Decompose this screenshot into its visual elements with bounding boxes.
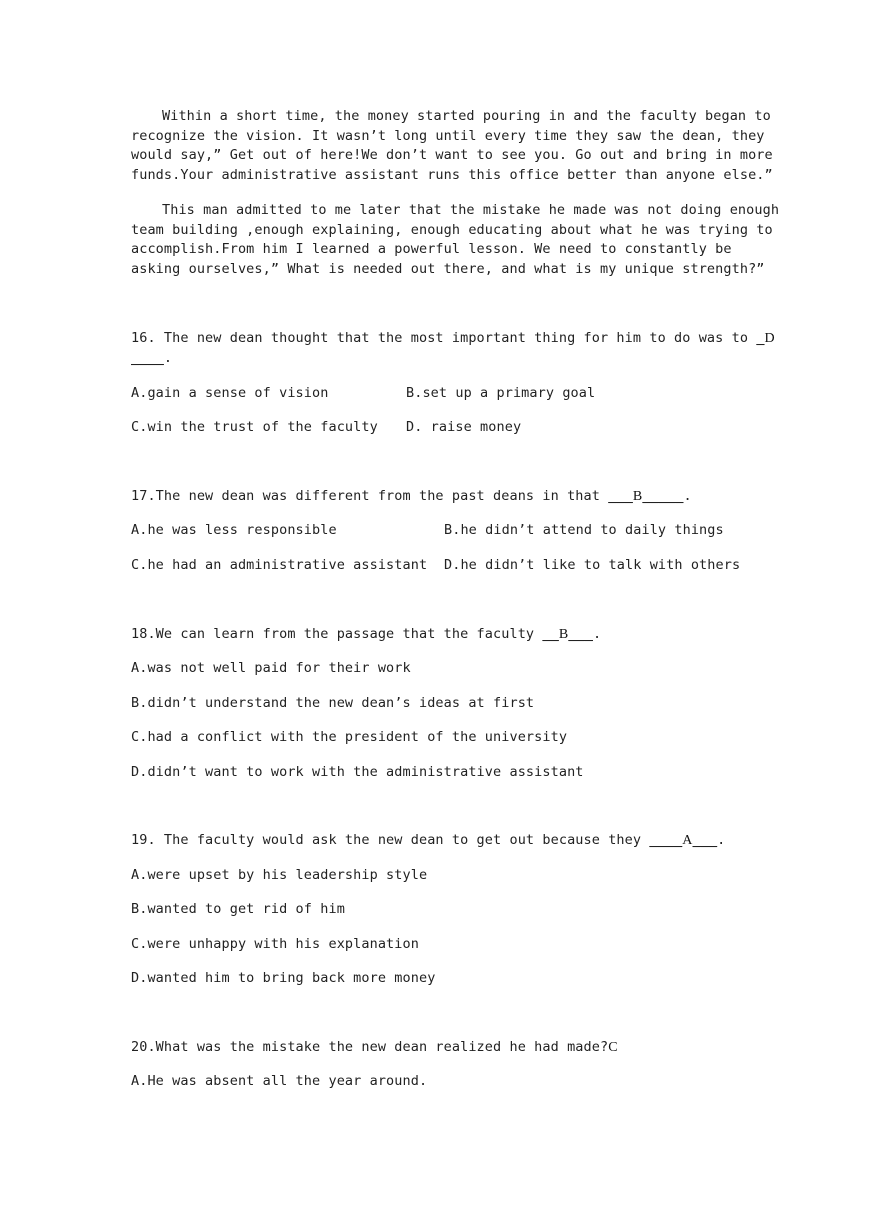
text-line: asking ourselves,” What is needed out there, and what is my unique strength?” — [131, 261, 765, 277]
option-a: A.he was less responsible — [131, 522, 337, 538]
text-line: would say,” Get out of here!We don’t want to see you. Go out and bring in more — [131, 147, 773, 163]
option-b: B.wanted to get rid of him — [131, 901, 345, 917]
option-a: A.were upset by his leadership style — [131, 867, 428, 883]
text-line: team building ,enough explaining, enough educating about what he was trying to — [131, 222, 773, 238]
text-line: accomplish.From him I learned a powerful lesson. We need to constantly be — [131, 241, 732, 257]
option-c: C.win the trust of the faculty — [131, 419, 378, 435]
text-line: This man admitted to me later that the mistake he made was not doing enough — [162, 202, 780, 218]
text-line: recognize the vision. It wasn’t long until every time they saw the dean, they — [131, 128, 765, 144]
question-stem-continued: ____. — [131, 350, 173, 366]
option-a: A.gain a sense of vision — [131, 385, 329, 401]
question-stem: 19. The faculty would ask the new dean to get out because they ____A___. — [131, 832, 726, 848]
option-b: B.didn’t understand the new dean’s ideas at first — [131, 695, 535, 711]
option-b: B.he didn’t attend to daily things — [444, 522, 724, 538]
question-stem: 16. The new dean thought that the most important thing for him to do was to _D — [131, 330, 775, 346]
option-d: D. raise money — [406, 419, 522, 435]
text-line: Within a short time, the money started pouring in and the faculty began to — [162, 108, 771, 124]
answer-letter: C — [608, 1040, 618, 1055]
text-line: funds.Your administrative assistant runs this office better than anyone else.” — [131, 167, 773, 183]
option-d: D.wanted him to bring back more money — [131, 970, 436, 986]
question-stem: 18.We can learn from the passage that the faculty __B___. — [131, 626, 602, 642]
option-c: C.were unhappy with his explanation — [131, 936, 419, 952]
question-stem: 20.What was the mistake the new dean realized he had made?C — [131, 1039, 618, 1055]
answer-letter: B — [632, 489, 643, 504]
option-a: A.He was absent all the year around. — [131, 1073, 428, 1089]
answer-letter: A — [682, 833, 693, 848]
answer-letter: D — [764, 331, 775, 346]
option-d: D.he didn’t like to talk with others — [444, 557, 741, 573]
option-c: C.had a conflict with the president of the university — [131, 729, 568, 745]
option-b: B.set up a primary goal — [406, 385, 596, 401]
option-d: D.didn’t want to work with the administrative assistant — [131, 764, 584, 780]
question-stem: 17.The new dean was different from the past deans in that ___B_____. — [131, 488, 692, 504]
option-c: C.he had an administrative assistant — [131, 557, 428, 573]
answer-letter: B — [558, 627, 569, 642]
option-a: A.was not well paid for their work — [131, 660, 411, 676]
